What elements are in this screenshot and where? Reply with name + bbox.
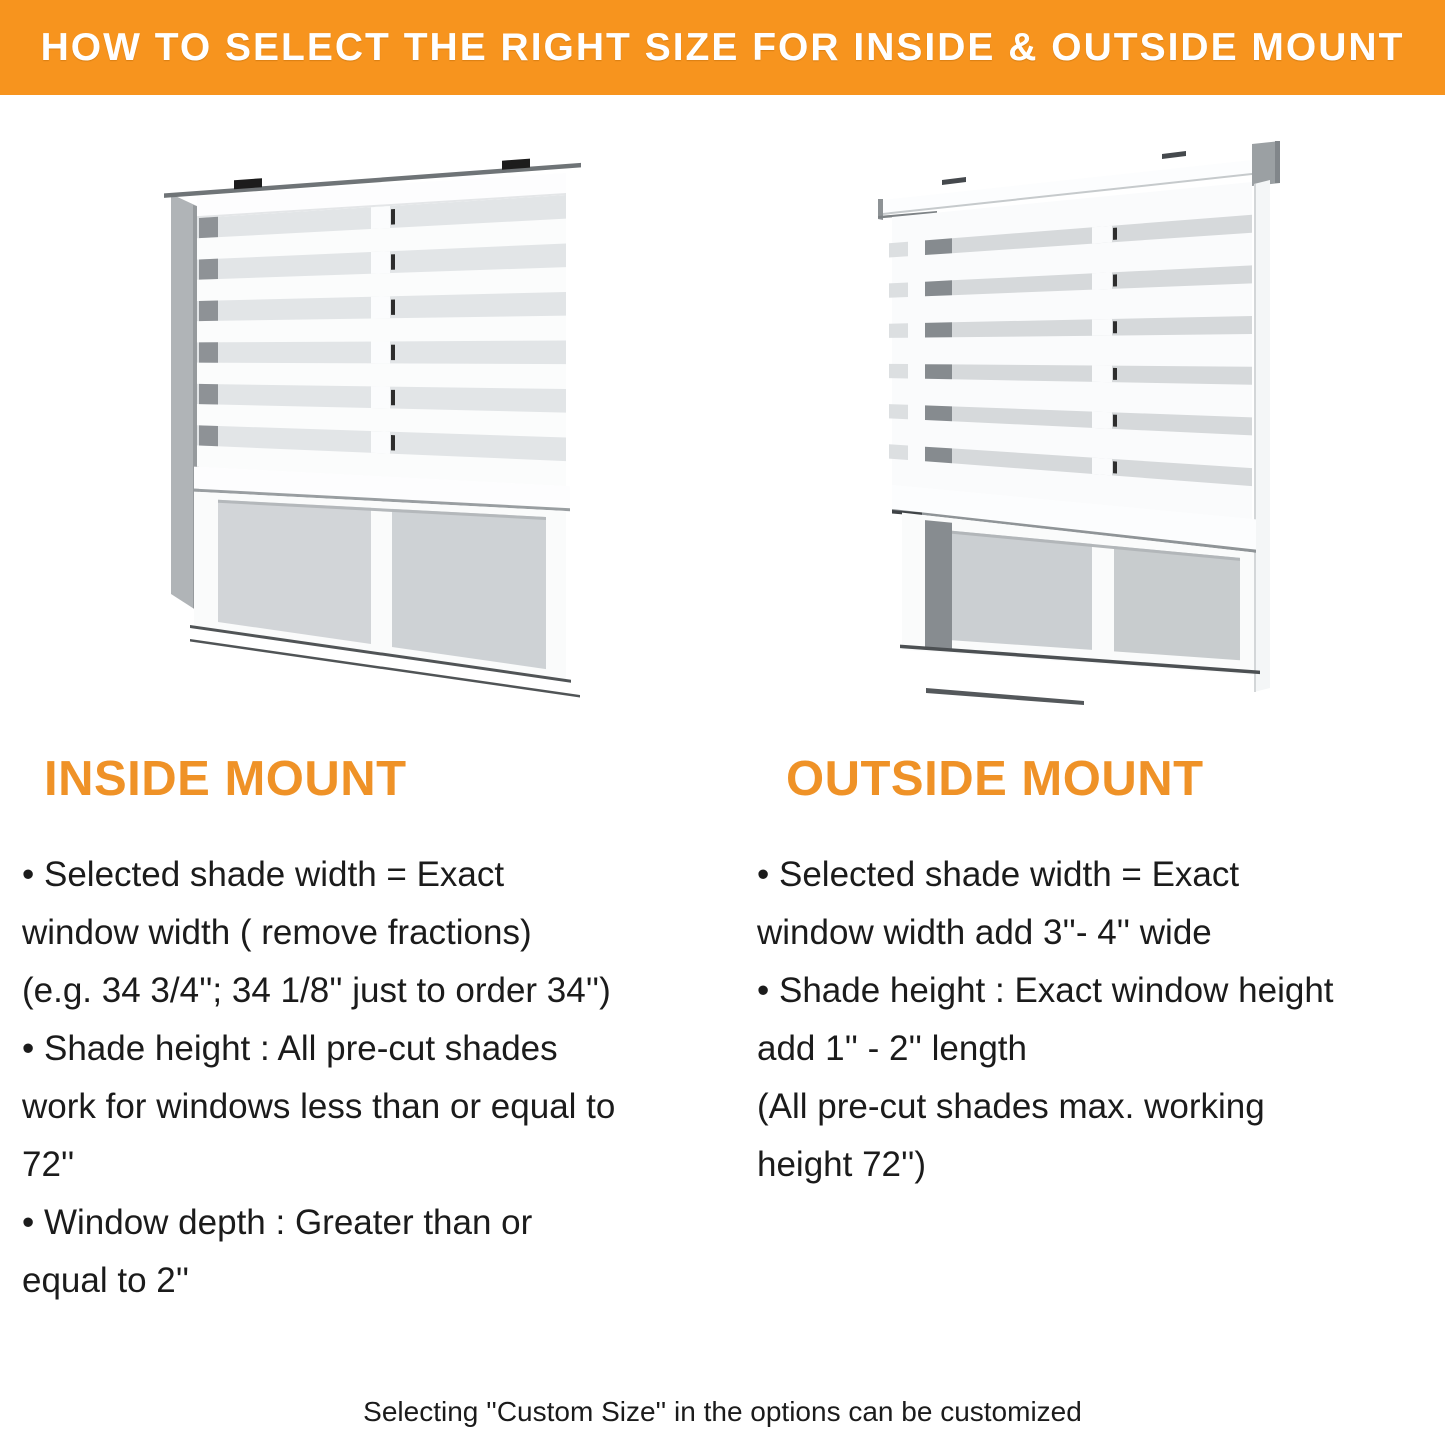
spec-line: • Shade height : All pre-cut shades: [22, 1029, 558, 1068]
spec-line: • Selected shade width = Exact: [757, 855, 1240, 894]
outside-mount-specs: [757, 846, 1427, 1194]
spec-line: work for windows less than or equal to: [22, 1087, 616, 1126]
spec-line: 72'': [22, 1145, 75, 1184]
spec-line: • Selected shade width = Exact: [22, 855, 505, 894]
outside-mount-illustration: [842, 132, 1362, 712]
footer-note: Selecting ''Custom Size'' in the options can be customized: [363, 1396, 1082, 1427]
outside-mount-heading: OUTSIDE MOUNT: [786, 752, 1204, 806]
spec-line: equal to 2'': [22, 1261, 190, 1300]
inside-mount-heading: INSIDE MOUNT: [44, 752, 407, 806]
banner-title: HOW TO SELECT THE RIGHT SIZE FOR INSIDE & OUTSIDE MOUNT: [40, 25, 1405, 69]
spec-line: window width ( remove fractions): [22, 913, 532, 952]
spec-line: (All pre-cut shades max. working: [757, 1087, 1265, 1126]
spec-line: • Shade height : Exact window height: [757, 971, 1334, 1010]
spec-line: (e.g. 34 3/4''; 34 1/8'' just to order 34''): [22, 971, 611, 1010]
header-banner: [0, 0, 1445, 95]
inside-mount-illustration: [134, 142, 654, 702]
spec-line: window width add 3''- 4'' wide: [757, 913, 1212, 952]
spec-line: • Window depth : Greater than or: [22, 1203, 533, 1242]
spec-line: height 72''): [757, 1145, 927, 1184]
outside-mount-window-drawing: [842, 132, 1362, 712]
inside-mount-specs: [22, 846, 712, 1310]
spec-line: add 1'' - 2'' length: [757, 1029, 1027, 1068]
inside-mount-window-drawing: [134, 142, 654, 702]
